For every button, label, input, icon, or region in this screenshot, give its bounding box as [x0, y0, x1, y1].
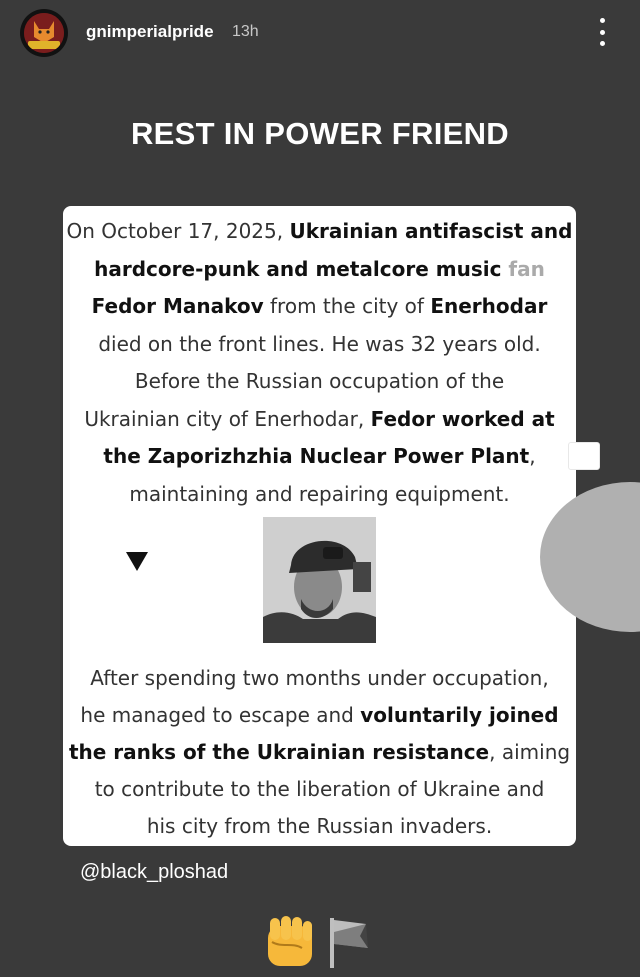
credit-mention[interactable]: @black_ploshad [80, 861, 229, 883]
username[interactable]: gnimperialpride [86, 22, 214, 41]
card-paragraph-1: On October 17, 2025, Ukrainian antifascist and hardcore-punk and metalcore music fan Fedor Manakov from the city of Enerhodar died on the front lines. He was 32 years old. Before the Russian occupation of the Ukrainian city of Enerhodar, Fedor worked at the Zaporizhzhia Nuclear Power Plant, maintaining and repairing equipment. [66, 219, 573, 506]
story-header [0, 0, 640, 70]
story-headline: REST IN POWER FRIEND [130, 116, 509, 151]
raised-fist-icon [268, 916, 312, 966]
avatar[interactable] [20, 9, 68, 57]
soldier-portrait-photo [263, 517, 376, 643]
more-vertical-icon[interactable] [594, 18, 610, 46]
cat-logo-icon [24, 13, 64, 53]
overlay-sticker [568, 442, 600, 470]
timestamp: 13h [232, 23, 259, 40]
emoji-stickers [262, 912, 382, 972]
story-card [63, 206, 576, 846]
triangle-down-icon [126, 552, 148, 571]
flag-icon [330, 918, 368, 968]
card-paragraph-2: After spending two months under occupation, he managed to escape and voluntarily joined the ranks of the Ukrainian resistance, aiming to contribute to the liberation of Ukraine and his city from the Russian invaders. [68, 666, 571, 838]
